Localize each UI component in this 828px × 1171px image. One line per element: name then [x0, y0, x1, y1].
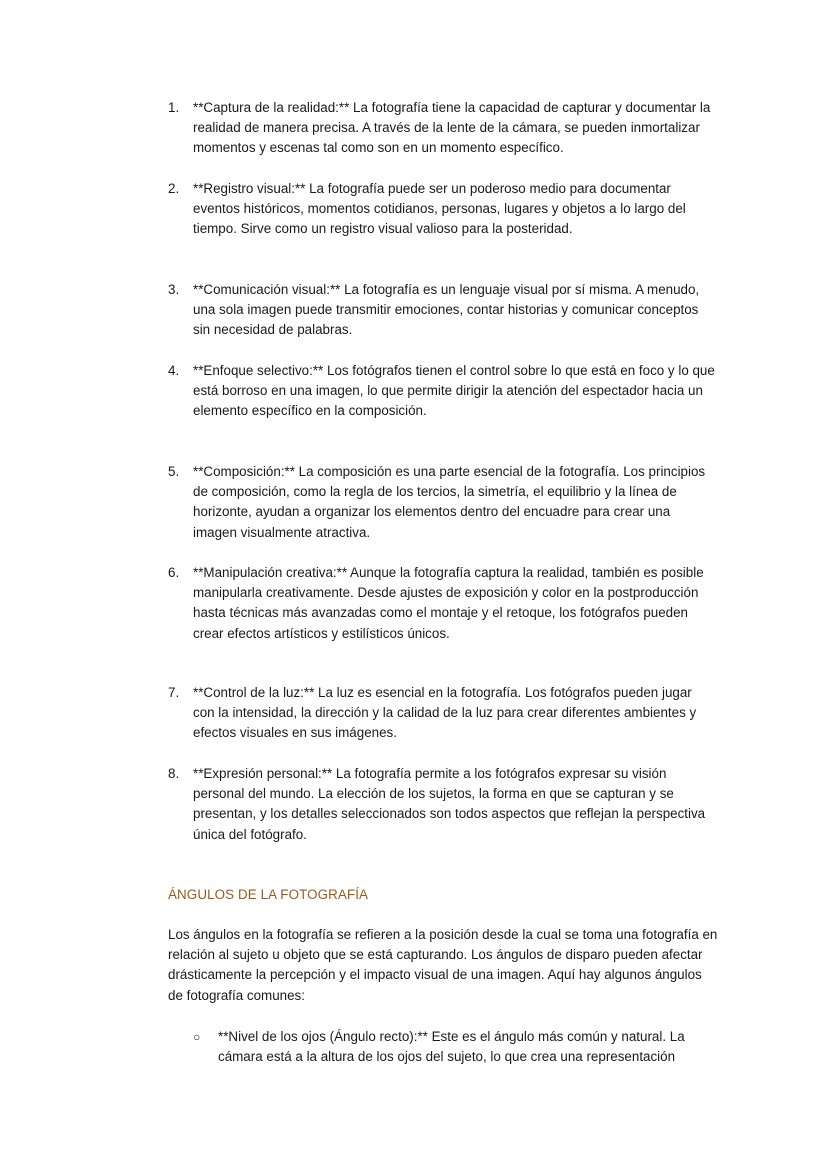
list-item-5 — [168, 462, 716, 543]
bullet-text: **Nivel de los ojos (Ángulo recto):** Este es el ángulo más común y natural. La cámara está a la altura de los ojos del sujeto, lo que crea una representación — [218, 1029, 685, 1065]
list-text: **Comunicación visual:** La fotografía es un lenguaje visual por sí misma. A menudo, una sola imagen puede transmitir emociones, contar historias y comunicar conceptos sin necesidad de palabras. — [193, 282, 700, 338]
list-item-8 — [168, 764, 716, 845]
list-item-3 — [168, 280, 716, 341]
list-number: 5. — [168, 464, 180, 479]
list-text: **Enfoque selectivo:** Los fotógrafos tienen el control sobre lo que está en foco y lo que está borroso en una imagen, lo que permite dirigir la atención del espectador hacia un elemento específico en la composición. — [193, 363, 715, 419]
list-item-6 — [168, 563, 716, 644]
list-number: 1. — [168, 100, 180, 115]
section-heading: ÁNGULOS DE LA FOTOGRAFÍA — [168, 887, 369, 902]
list-number: 3. — [168, 282, 180, 297]
list-text: **Control de la luz:** La luz es esencial en la fotografía. Los fotógrafos pueden jugar con la intensidad, la dirección y la calidad de la luz para crear diferentes ambientes y efectos visuales en sus imágenes. — [193, 685, 697, 741]
intro-paragraph: Los ángulos en la fotografía se refieren a la posición desde la cual se toma una fotografía en relación al sujeto u objeto que se está capturando. Los ángulos de disparo pueden afectar drásticamente la percepción y el impacto visual de una imagen. Aquí hay algunos ángulos de fotografía comunes: — [168, 927, 718, 1003]
list-item-4 — [168, 361, 716, 422]
list-text: **Manipulación creativa:** Aunque la fotografía captura la realidad, también es posible manipularla creativamente. Desde ajustes de exposición y color en la postproducción hasta técnicas más avanzadas como el montaje y el retoque, los fotógrafos pueden crear efectos artísticos y estilísticos únicos. — [193, 565, 704, 641]
list-text: **Captura de la realidad:** La fotografía tiene la capacidad de capturar y documentar la realidad de manera precisa. A través de la lente de la cámara, se pueden inmortalizar momentos y escenas tal como son en un momento específico. — [193, 100, 711, 156]
bullet-item-1 — [193, 1027, 720, 1067]
list-item-1 — [168, 98, 716, 159]
list-item-2 — [168, 179, 716, 240]
list-number: 6. — [168, 565, 180, 580]
hollow-circle-bullet-icon: ○ — [193, 1030, 201, 1044]
list-number: 7. — [168, 685, 180, 700]
list-item-7 — [168, 683, 716, 744]
list-number: 8. — [168, 766, 180, 781]
list-number: 4. — [168, 363, 180, 378]
list-text: **Composición:** La composición es una parte esencial de la fotografía. Los principios de composición, como la regla de los tercios, la simetría, el equilibrio y la línea de horizonte, ayudan a organizar los elementos dentro del encuadre para crear una imagen visualmente atractiva. — [193, 464, 706, 540]
list-text: **Registro visual:** La fotografía puede ser un poderoso medio para documentar eventos históricos, momentos cotidianos, personas, lugares y objetos a lo largo del tiempo. Sirve como un registro visual valioso para la posteridad. — [193, 181, 686, 237]
list-text: **Expresión personal:** La fotografía permite a los fotógrafos expresar su visión personal del mundo. La elección de los sujetos, la forma en que se capturan y se presentan, y los detalles seleccionados son todos aspectos que reflejan la perspectiva única del fotógrafo. — [193, 766, 706, 842]
list-number: 2. — [168, 181, 180, 196]
